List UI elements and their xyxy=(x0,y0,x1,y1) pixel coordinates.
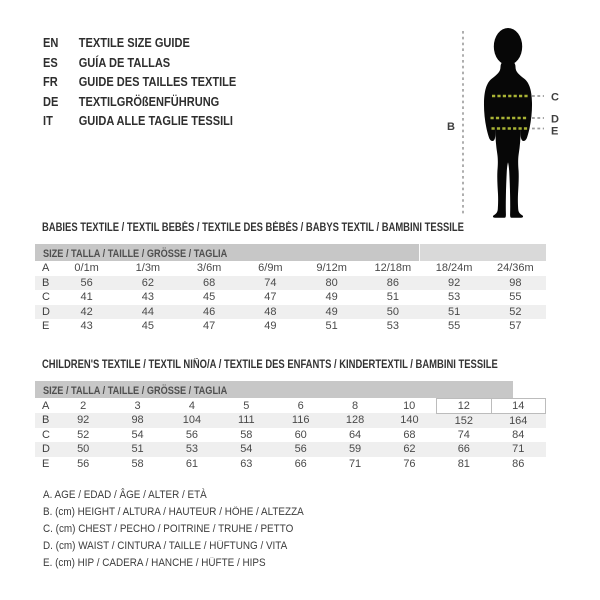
table-row xyxy=(35,290,546,305)
table-cell: 68 xyxy=(403,428,416,441)
table-cell: 86 xyxy=(386,276,399,289)
table-row xyxy=(35,442,546,457)
language-row xyxy=(43,53,236,73)
table-cell: 62 xyxy=(141,276,154,289)
table-cell: 47 xyxy=(264,291,277,304)
table-cell: 62 xyxy=(403,443,416,456)
table-cell: 58 xyxy=(240,428,253,441)
table-cell: 50 xyxy=(77,443,90,456)
row-label: A xyxy=(42,399,50,412)
table-cell: 5 xyxy=(243,399,250,412)
row-label: E xyxy=(42,457,50,470)
table-cell: 58 xyxy=(131,457,144,470)
table-cell: 55 xyxy=(448,320,461,333)
silhouette-body xyxy=(484,60,508,218)
table-cell: 60 xyxy=(294,428,307,441)
table-cell: 63 xyxy=(240,457,253,470)
language-title: GUIDE DES TAILLES TEXTILE xyxy=(78,74,237,90)
table-cell: 52 xyxy=(77,428,90,441)
table-cell: 45 xyxy=(203,291,216,304)
language-title: TEXTILE SIZE GUIDE xyxy=(78,35,190,51)
table-cell: 3/6m xyxy=(196,262,222,275)
table-cell: 48 xyxy=(264,305,277,318)
babies-section xyxy=(35,222,546,334)
table-cell: 2 xyxy=(80,399,87,412)
table-cell: 140 xyxy=(400,414,419,427)
height-label: B xyxy=(447,121,455,133)
measurement-legend xyxy=(43,487,333,572)
table-cell: 74 xyxy=(457,428,470,441)
babies-table-title: BABIES TEXTILE / TEXTIL BEBÉS / TEXTILE DES BÉBÉS / BABYS TEXTIL / BAMBINI TESSILE xyxy=(42,222,464,234)
table-row xyxy=(35,319,546,334)
children-table-title: CHILDREN'S TEXTILE / TEXTIL NIÑO/A / TEXTILE DES ENFANTS / KINDERTEXTIL / BAMBINI TESSILE xyxy=(42,359,498,371)
table-cell: 56 xyxy=(77,457,90,470)
table-cell: 71 xyxy=(512,443,525,456)
table-cell: 14 xyxy=(491,399,546,414)
table-cell: 41 xyxy=(80,291,93,304)
language-title-list xyxy=(43,33,270,131)
language-row xyxy=(43,111,236,131)
language-code: EN xyxy=(43,35,59,51)
table-row xyxy=(35,428,546,443)
table-cell: 46 xyxy=(203,305,216,318)
table-cell: 56 xyxy=(294,443,307,456)
babies-size-table xyxy=(35,261,546,334)
hip-label: E xyxy=(551,125,559,138)
table-cell: 47 xyxy=(203,320,216,333)
row-label: C xyxy=(42,291,50,304)
row-label: B xyxy=(42,414,50,427)
row-label: E xyxy=(42,320,50,333)
table-cell: 56 xyxy=(80,276,93,289)
table-row xyxy=(35,413,546,428)
table-cell: 92 xyxy=(77,414,90,427)
table-cell: 50 xyxy=(386,305,399,318)
language-title: TEXTILGRÖßENFÜHRUNG xyxy=(78,93,220,109)
language-title: GUIDA ALLE TAGLIE TESSILI xyxy=(78,113,234,129)
table-cell: 24/36m xyxy=(497,262,534,275)
table-cell: 64 xyxy=(348,428,362,441)
language-row xyxy=(43,33,236,53)
language-row xyxy=(43,72,236,92)
table-cell: 128 xyxy=(345,414,365,427)
babies-size-header xyxy=(35,244,546,261)
table-cell: 51 xyxy=(386,291,399,304)
table-cell: 66 xyxy=(457,443,470,456)
table-cell: 53 xyxy=(448,291,461,304)
language-code: ES xyxy=(43,54,58,70)
language-title: GUÍA DE TALLAS xyxy=(78,54,171,70)
legend-line: B. (cm) HEIGHT / ALTURA / HAUTEUR / HÖHE / ALTEZZA xyxy=(43,506,304,518)
table-cell: 49 xyxy=(325,305,338,318)
row-label: D xyxy=(42,305,50,318)
table-row xyxy=(35,399,546,414)
legend-line: D. (cm) WAIST / CINTURA / TAILLE / HÜFTUNG / VITA xyxy=(43,540,288,552)
table-cell: 54 xyxy=(131,428,144,441)
table-cell: 43 xyxy=(80,320,93,333)
silhouette-body-mirror xyxy=(508,60,532,218)
table-cell: 76 xyxy=(403,457,416,470)
table-cell: 52 xyxy=(509,305,522,318)
table-cell: 66 xyxy=(294,457,307,470)
children-size-table xyxy=(35,398,546,471)
table-cell: 54 xyxy=(240,443,253,456)
table-cell: 80 xyxy=(325,276,338,289)
table-cell: 55 xyxy=(509,291,522,304)
table-cell: 92 xyxy=(448,276,461,289)
row-label: A xyxy=(42,262,50,275)
table-cell: 53 xyxy=(386,320,399,333)
table-cell: 51 xyxy=(448,305,461,318)
babies-size-header-text: SIZE / TALLA / TAILLE / GRÖSSE / TAGLIA xyxy=(43,248,228,260)
table-cell: 111 xyxy=(237,414,255,427)
children-size-header xyxy=(35,381,546,398)
table-cell: 81 xyxy=(457,457,470,470)
table-cell: 8 xyxy=(352,399,359,412)
table-row xyxy=(35,457,546,472)
table-cell: 3 xyxy=(134,399,141,412)
language-code: DE xyxy=(43,93,59,109)
table-cell: 6 xyxy=(297,399,304,412)
table-cell: 104 xyxy=(182,414,202,427)
table-cell: 71 xyxy=(348,457,362,470)
table-cell: 61 xyxy=(185,457,199,470)
table-cell: 45 xyxy=(141,320,154,333)
legend-line: E. (cm) HIP / CADERA / HANCHE / HÜFTE / HIPS xyxy=(43,557,266,569)
table-cell: 74 xyxy=(264,276,277,289)
table-cell: 51 xyxy=(131,443,144,456)
table-cell: 98 xyxy=(131,414,144,427)
table-cell: 56 xyxy=(185,428,199,441)
table-cell: 10 xyxy=(403,399,416,412)
table-cell: 98 xyxy=(509,276,522,289)
children-section xyxy=(35,359,546,471)
row-label: C xyxy=(42,428,50,441)
row-label: B xyxy=(42,276,50,289)
table-row xyxy=(35,261,546,276)
table-cell: 86 xyxy=(512,457,525,470)
table-cell: 53 xyxy=(185,443,199,456)
table-cell: 0/1m xyxy=(74,262,99,275)
child-silhouette-diagram xyxy=(440,13,585,228)
table-cell: 51 xyxy=(325,320,338,333)
table-row xyxy=(35,276,546,291)
children-size-header-text: SIZE / TALLA / TAILLE / GRÖSSE / TAGLIA xyxy=(43,385,228,397)
table-cell: 44 xyxy=(141,305,154,318)
table-cell: 4 xyxy=(188,399,195,412)
silhouette-head xyxy=(494,28,522,65)
table-cell: 49 xyxy=(325,291,338,304)
table-row xyxy=(35,305,546,320)
table-cell: 43 xyxy=(141,291,154,304)
table-cell: 9/12m xyxy=(316,262,347,275)
table-cell: 6/9m xyxy=(258,262,283,275)
legend-line: A. AGE / EDAD / ÂGE / ALTER / ETÀ xyxy=(43,489,207,501)
language-code: IT xyxy=(43,113,53,129)
language-code: FR xyxy=(43,74,58,90)
table-cell: 57 xyxy=(509,320,522,333)
table-cell: 1/3m xyxy=(135,262,161,275)
table-cell: 12 xyxy=(437,399,491,414)
table-cell: 68 xyxy=(203,276,216,289)
table-cell: 12/18m xyxy=(374,262,412,275)
table-cell: 84 xyxy=(512,428,525,441)
legend-line: C. (cm) CHEST / PECHO / POITRINE / TRUHE / PETTO xyxy=(43,523,294,535)
chest-label: C xyxy=(551,91,559,104)
table-cell: 59 xyxy=(348,443,362,456)
table-cell: 18/24m xyxy=(435,262,473,275)
waist-label: D xyxy=(551,113,559,126)
table-cell: 152 xyxy=(454,414,473,427)
table-cell: 42 xyxy=(80,305,93,318)
table-cell: 164 xyxy=(509,414,528,427)
language-row xyxy=(43,92,236,112)
row-label: D xyxy=(42,443,50,456)
table-cell: 49 xyxy=(264,320,277,333)
table-cell: 116 xyxy=(291,414,310,427)
